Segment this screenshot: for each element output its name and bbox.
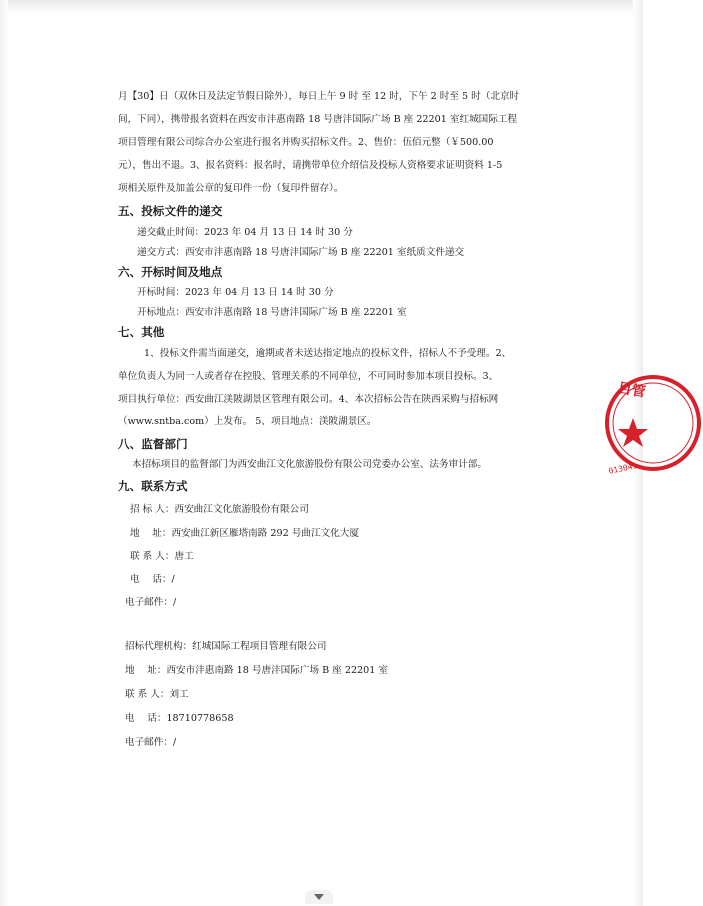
- agency-name: [125, 640, 326, 653]
- tenderer-email-value: /: [172, 597, 177, 608]
- opening-place: [137, 306, 407, 319]
- section-heading-other: 七、其他: [118, 325, 165, 339]
- agency-contact-label: 联 系 人：: [125, 689, 170, 700]
- company-seal: [603, 363, 653, 483]
- svg-text:013041: 013041: [607, 461, 638, 476]
- agency-phone-value: 18710778658: [166, 713, 234, 724]
- tenderer-contact-value: 唐工: [174, 551, 194, 562]
- agency-address-value: 西安市沣惠南路 18 号唐沣国际广场 B 座 22201 室: [166, 665, 389, 676]
- intro-line-5: 项相关原件及加盖公章的复印件一份（复印件留存）。: [118, 183, 344, 194]
- tenderer-address: [130, 527, 359, 540]
- opening-place-value: 西安市沣惠南路 18 号唐沣国际广场 B 座 22201 室: [184, 307, 407, 318]
- tenderer-phone-value: /: [171, 574, 175, 585]
- tenderer-email: [125, 596, 176, 609]
- tenderer-name-value: 西安曲江文化旅游股份有限公司: [174, 504, 309, 515]
- page-left-edge: [0, 0, 8, 906]
- agency-name-label: 招标代理机构：: [125, 641, 193, 652]
- scroll-down-button[interactable]: [305, 890, 333, 904]
- agency-address: [125, 664, 388, 677]
- opening-time: [137, 286, 334, 299]
- other-line-4: （www.sntba.com）上发布。 5、项目地点：渼陂湖景区。: [118, 416, 377, 427]
- submission-deadline: [137, 226, 353, 239]
- tenderer-contact: [130, 550, 194, 563]
- submission-deadline-value: 2023 年 04 月 13 日 14 时 30 分: [204, 227, 353, 238]
- seal-graphic: [603, 363, 703, 483]
- svg-text:目管: 目管: [616, 380, 647, 401]
- seal-star-icon: [618, 418, 648, 447]
- supervision-text: 本招标项目的监督部门为西安曲江文化旅游股份有限公司党委办公室、法务审计部。: [132, 459, 487, 470]
- submission-deadline-label: 递交截止时间：: [137, 227, 205, 238]
- agency-contact-value: 刘工: [169, 689, 189, 700]
- page-top-shadow: [0, 0, 643, 14]
- other-line-3: 项目执行单位：西安曲江渼陂湖景区管理有限公司。4、本次招标公告在陕西采购与招标网: [118, 394, 499, 405]
- tenderer-email-label: 电子邮件：: [125, 597, 173, 608]
- tenderer-phone-label: 电 话：: [130, 574, 172, 585]
- agency-name-value: 红城国际工程项目管理有限公司: [192, 641, 327, 652]
- submission-method-label: 递交方式：: [137, 247, 185, 258]
- submission-method-value: 西安市沣惠南路 18 号唐沣国际广场 B 座 22201 室纸质文件递交: [184, 247, 465, 258]
- opening-time-label: 开标时间：: [137, 287, 185, 298]
- agency-email-label: 电子邮件：: [125, 737, 173, 748]
- agency-contact: [125, 688, 189, 701]
- intro-line-1: 月【30】日（双休日及法定节假日除外），每日上午 9 时 至 12 时，下午 2 时至 5 时（北京时: [118, 91, 520, 102]
- section-heading-supervision: 八、监督部门: [118, 437, 188, 451]
- tenderer-name-label: 招 标 人：: [130, 504, 175, 515]
- tenderer-phone: [130, 573, 175, 586]
- other-line-2: 单位负责人为同一人或者存在控股、管理关系的不同单位，不可同时参加本项目投标。3、: [118, 371, 499, 382]
- agency-phone-label: 电 话：: [125, 713, 167, 724]
- tenderer-contact-label: 联 系 人：: [130, 551, 175, 562]
- opening-place-label: 开标地点：: [137, 307, 185, 318]
- agency-phone: [125, 712, 234, 725]
- agency-email: [125, 736, 176, 749]
- agency-address-label: 地 址：: [125, 665, 167, 676]
- agency-email-value: /: [172, 737, 177, 748]
- opening-time-value: 2023 年 04 月 13 日 14 时 30 分: [184, 287, 334, 298]
- section-heading-submission: 五、投标文件的递交: [118, 204, 223, 218]
- tenderer-address-label: 地 址：: [130, 528, 172, 539]
- intro-line-4: 元），售出不退。3、报名资料：报名时，请携带单位介绍信及投标人资格要求证明资料 1-5: [118, 160, 503, 171]
- section-heading-opening: 六、开标时间及地点: [118, 265, 223, 279]
- chevron-down-icon: [314, 894, 324, 900]
- submission-method: [137, 246, 464, 259]
- intro-line-3: 项目管理有限公司综合办公室进行报名并购买招标文件。2、售价：伍佰元整（￥500.00: [118, 137, 494, 148]
- intro-line-2: 间，下同），携带报名资料在西安市沣惠南路 18 号唐沣国际广场 B 座 22201 室红城国际工程: [118, 114, 518, 125]
- tenderer-name: [130, 503, 309, 516]
- other-line-1: 1、投标文件需当面递交，逾期或者未送达指定地点的投标文件，招标人不予受理。2、: [144, 348, 512, 359]
- tenderer-address-value: 西安曲江新区雁塔南路 292 号曲江文化大厦: [171, 528, 359, 539]
- section-heading-contact: 九、联系方式: [118, 479, 188, 493]
